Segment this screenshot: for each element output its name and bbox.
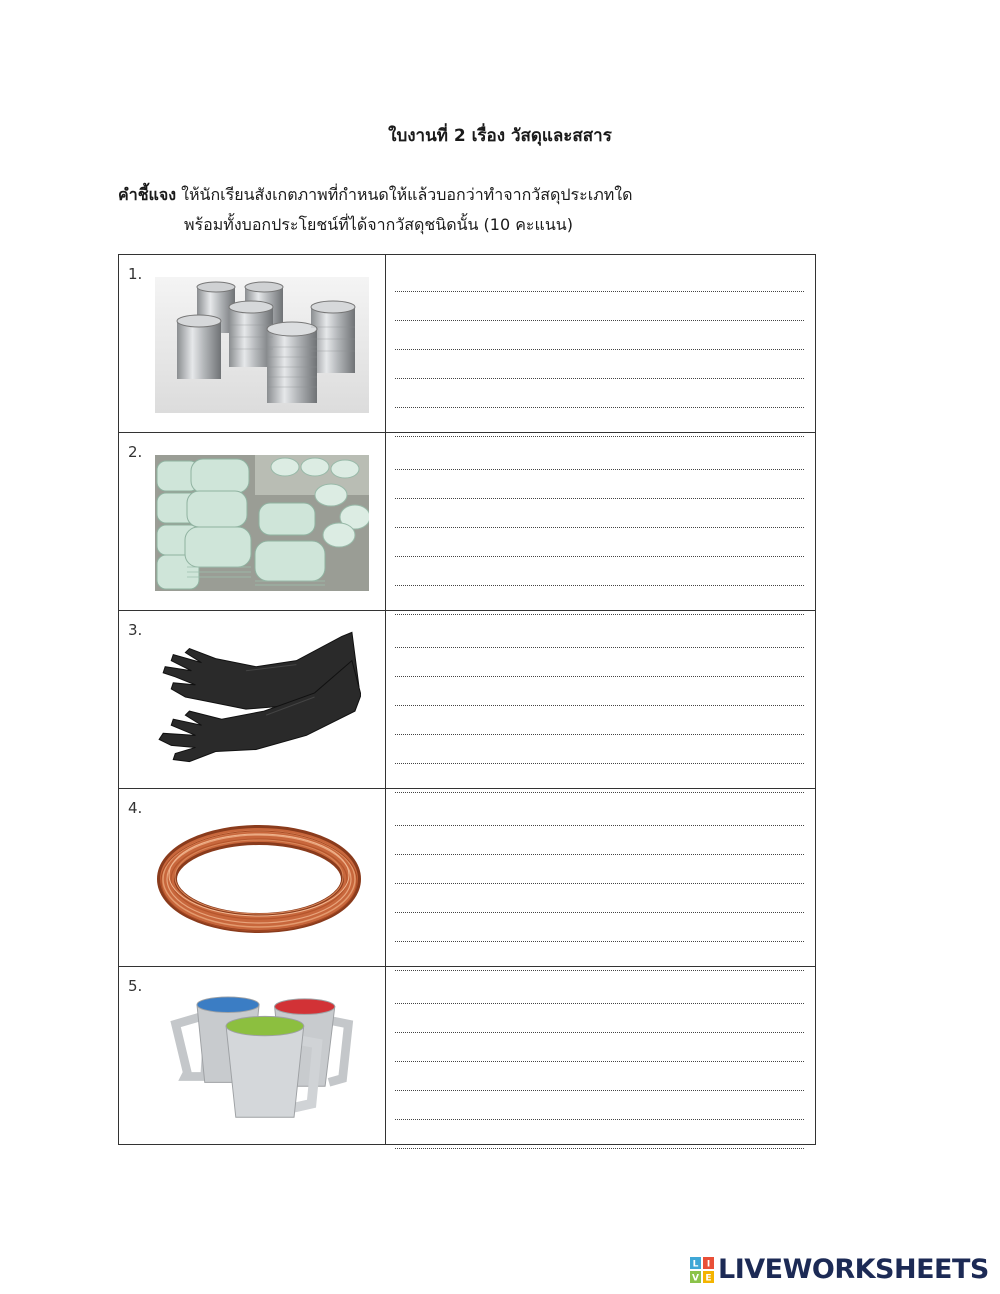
liveworksheets-logo-icon <box>690 1257 714 1283</box>
answer-line[interactable] <box>395 292 804 321</box>
answer-line[interactable] <box>395 1062 804 1091</box>
plastic-mugs-image <box>155 995 369 1127</box>
answer-line[interactable] <box>395 441 804 470</box>
image-cell <box>119 433 386 611</box>
answer-line[interactable] <box>395 677 804 706</box>
answer-line[interactable] <box>395 1033 804 1062</box>
answer-line[interactable] <box>395 975 804 1004</box>
copper-wire-coil-image <box>155 811 369 947</box>
liveworksheets-brand: LIVEWORKSHEETS <box>718 1254 989 1285</box>
table-row <box>119 789 816 967</box>
answer-lines[interactable] <box>395 619 804 793</box>
answer-line[interactable] <box>395 648 804 677</box>
answer-cell[interactable] <box>386 611 816 789</box>
answer-line[interactable] <box>395 263 804 292</box>
answer-line[interactable] <box>395 528 804 557</box>
answer-line[interactable] <box>395 706 804 735</box>
image-cell <box>119 255 386 433</box>
instructions-line-2: พร้อมทั้งบอกประโยชน์ที่ได้จากวัสดุชนิดนั้น (10 คะแนน) <box>184 215 573 234</box>
image-cell <box>119 611 386 789</box>
item-number: 1. <box>128 265 143 283</box>
table-row <box>119 611 816 789</box>
answer-cell[interactable] <box>386 255 816 433</box>
answer-line[interactable] <box>395 884 804 913</box>
answer-lines[interactable] <box>395 263 804 437</box>
image-cell <box>119 789 386 967</box>
answer-line[interactable] <box>395 350 804 379</box>
answer-line[interactable] <box>395 913 804 942</box>
worksheet-title: ใบงานที่ 2 เรื่อง วัสดุและสสาร <box>388 126 612 146</box>
instructions-label: คำชี้แจง <box>118 185 177 204</box>
logo-letter: V <box>692 1273 699 1283</box>
answer-line[interactable] <box>395 321 804 350</box>
table-row <box>119 255 816 433</box>
item-number: 2. <box>128 443 143 461</box>
table-row <box>119 967 816 1145</box>
answer-lines[interactable] <box>395 975 804 1149</box>
answer-line[interactable] <box>395 619 804 648</box>
item-number: 5. <box>128 977 143 995</box>
logo-letter: L <box>692 1259 699 1269</box>
answer-line[interactable] <box>395 470 804 499</box>
answer-line[interactable] <box>395 797 804 826</box>
answer-lines[interactable] <box>395 797 804 971</box>
ceramic-dishes-image <box>155 455 369 591</box>
item-number: 4. <box>128 799 143 817</box>
instructions-line-1: ให้นักเรียนสังเกตภาพที่กำหนดให้แล้วบอกว่าทำจากวัสดุประเภทใด <box>181 185 633 204</box>
answer-line[interactable] <box>395 1004 804 1033</box>
answer-cell[interactable] <box>386 967 816 1145</box>
image-cell <box>119 967 386 1145</box>
answer-line[interactable] <box>395 826 804 855</box>
answer-line[interactable] <box>395 499 804 528</box>
item-number: 3. <box>128 621 143 639</box>
answer-cell[interactable] <box>386 789 816 967</box>
worksheet-table <box>118 254 816 1145</box>
tin-cans-image <box>155 277 369 413</box>
answer-line[interactable] <box>395 1091 804 1120</box>
answer-line[interactable] <box>395 379 804 408</box>
table-row <box>119 433 816 611</box>
logo-letter: I <box>706 1259 711 1269</box>
instructions <box>118 180 633 240</box>
answer-line[interactable] <box>395 855 804 884</box>
logo-letter: E <box>705 1273 712 1283</box>
answer-lines[interactable] <box>395 441 804 615</box>
answer-line[interactable] <box>395 735 804 764</box>
answer-line[interactable] <box>395 1120 804 1149</box>
liveworksheets-logo <box>690 1254 989 1285</box>
answer-cell[interactable] <box>386 433 816 611</box>
rubber-gloves-image <box>145 623 361 775</box>
answer-line[interactable] <box>395 557 804 586</box>
